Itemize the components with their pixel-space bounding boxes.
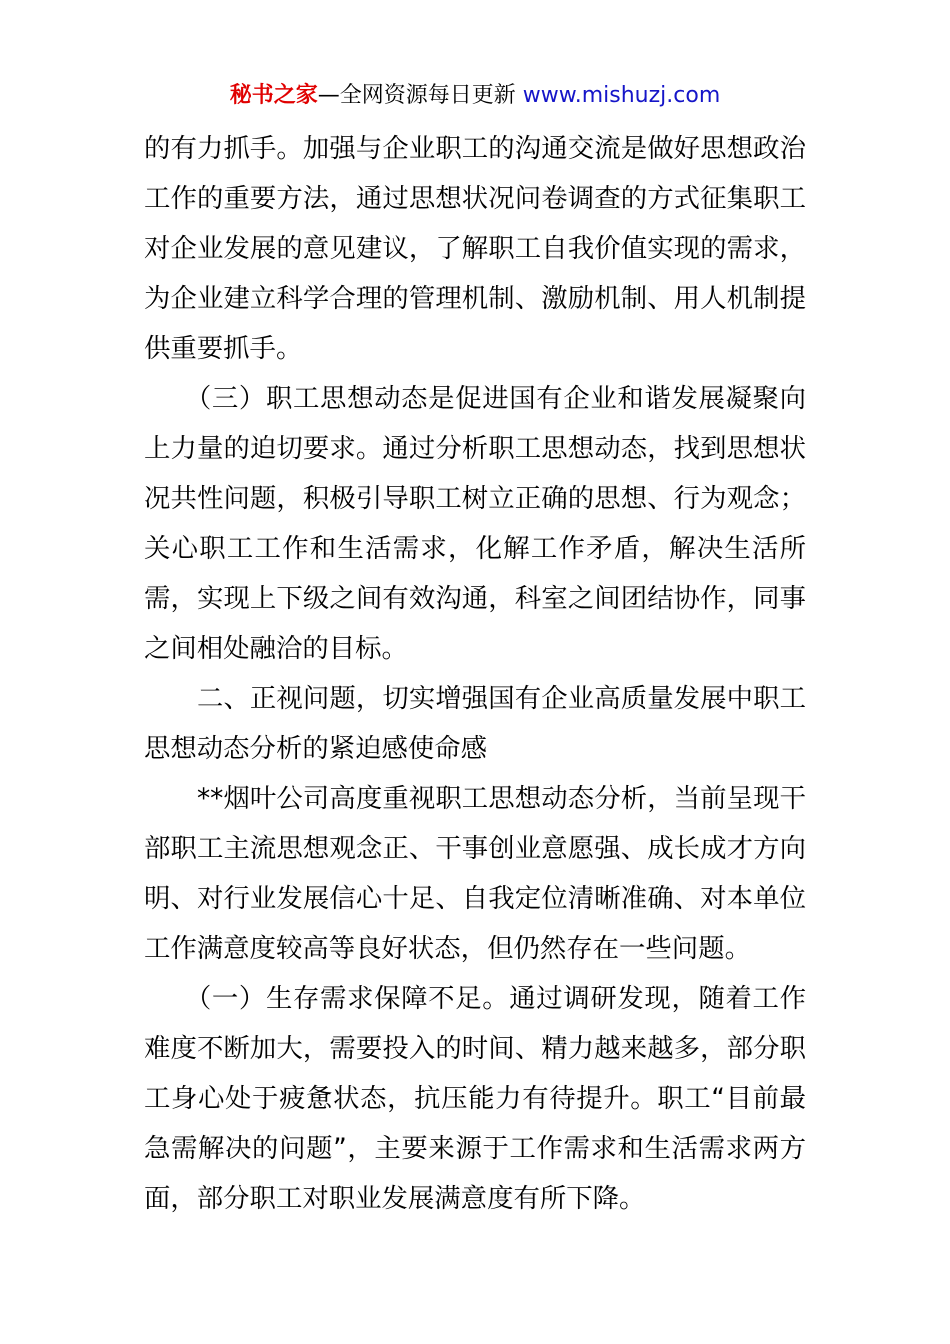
text-line: 工作满意度较高等良好状态，但仍然存在一些问题。 [144, 933, 751, 964]
site-header [0, 80, 950, 112]
text-line: （一）生存需求保障不足。通过调研发现，随着工作 [144, 983, 806, 1014]
section-heading-line: 思想动态分析的紧迫感使命感 [144, 733, 488, 764]
text-line: 为企业建立科学合理的管理机制、激励机制、用人机制提 [144, 283, 806, 314]
text-line: 明、对行业发展信心十足、自我定位清晰准确、对本单位 [144, 883, 806, 914]
text-line: 需，实现上下级之间有效沟通，科室之间团结协作，同事 [144, 583, 806, 614]
text-line: 急需解决的问题”，主要来源于工作需求和生活需求两方 [144, 1133, 806, 1164]
site-brand: 秘书之家 [229, 83, 318, 108]
text-line: 关心职工工作和生活需求，化解工作矛盾，解决生活所 [144, 533, 806, 564]
section-heading-line: 二、正视问题，切实增强国有企业高质量发展中职工 [144, 683, 806, 714]
text-line: 对企业发展的意见建议，了解职工自我价值实现的需求， [144, 233, 806, 264]
text-line: 之间相处融洽的目标。 [144, 633, 408, 664]
site-slogan: —全网资源每日更新 [317, 83, 523, 108]
text-line: 部职工主流思想观念正、干事创业意愿强、成长成才方向 [144, 833, 806, 864]
text-line: 况共性问题，积极引导职工树立正确的思想、行为观念； [144, 483, 806, 514]
text-line: （三）职工思想动态是促进国有企业和谐发展凝聚向 [144, 383, 806, 414]
text-line: 供重要抓手。 [144, 333, 303, 364]
text-line: **烟叶公司高度重视职工思想动态分析，当前呈现干 [144, 783, 806, 814]
text-line: 工身心处于疲惫状态，抗压能力有待提升。职工“目前最 [144, 1083, 806, 1114]
text-line: 的有力抓手。加强与企业职工的沟通交流是做好思想政治 [144, 133, 806, 164]
document-body [144, 124, 806, 1224]
text-line: 难度不断加大，需要投入的时间、精力越来越多，部分职 [144, 1033, 806, 1064]
text-line: 工作的重要方法，通过思想状况问卷调查的方式征集职工 [144, 183, 806, 214]
text-line: 面，部分职工对职业发展满意度有所下降。 [144, 1183, 646, 1214]
text-line: 上力量的迫切要求。通过分析职工思想动态，找到思想状 [144, 433, 806, 464]
site-url-link[interactable]: www.mishuzj.com [522, 83, 721, 108]
